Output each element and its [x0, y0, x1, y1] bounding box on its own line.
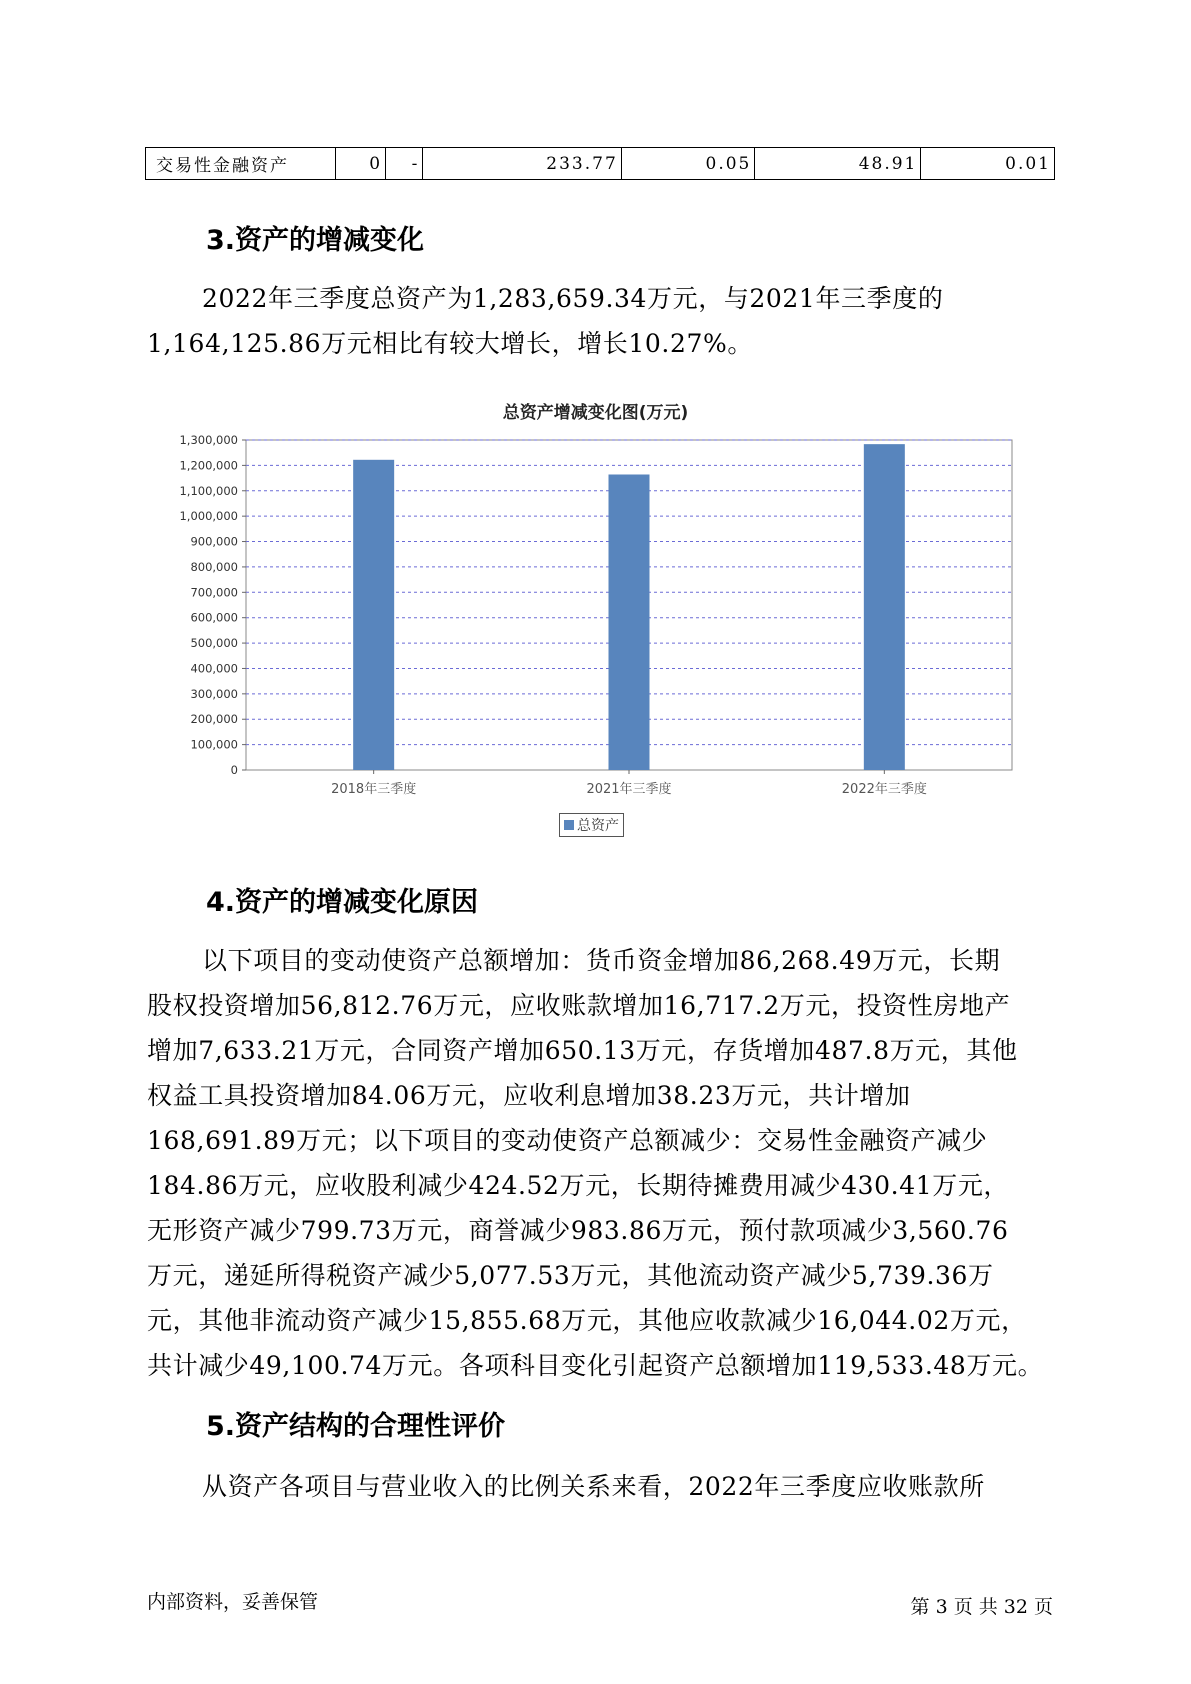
- bar: [353, 460, 394, 770]
- paragraph-line: 元，其他非流动资产减少15,855.68万元，其他应收款减少16,044.02万元，: [147, 1306, 1027, 1335]
- x-tick-label: 2022年三季度: [841, 782, 927, 797]
- paragraph-line: 增加7,633.21万元，合同资产增加650.13万元，存货增加487.8万元，其他: [147, 1036, 1018, 1065]
- y-tick-label: 0: [230, 763, 238, 777]
- chart-legend: [559, 813, 624, 837]
- footer-confidential-note: 内部资料，妥善保管: [147, 1591, 319, 1613]
- paragraph-line: 以下项目的变动使资产总额增加：货币资金增加86,268.49万元，长期: [202, 946, 1001, 975]
- y-tick-label: 600,000: [190, 610, 238, 625]
- y-tick-label: 100,000: [190, 737, 238, 752]
- paragraph-line: 184.86万元，应收股利减少424.52万元，长期待摊费用减少430.41万元，: [147, 1171, 1010, 1200]
- cell: 0.05: [621, 148, 755, 180]
- y-tick-label: 800,000: [190, 559, 238, 574]
- chart-title: 总资产增减变化图(万元): [502, 403, 689, 423]
- section-4-paragraph: [147, 938, 1059, 1388]
- paragraph-line: 股权投资增加56,812.76万元，应收账款增加16,717.2万元，投资性房地产: [147, 991, 1011, 1020]
- paragraph-line: 共计减少49,100.74万元。各项科目变化引起资产总额增加119,533.48万元。: [147, 1351, 1044, 1380]
- section-4-heading: 4.资产的增减变化原因: [206, 887, 479, 918]
- y-tick-label: 1,100,000: [179, 483, 238, 498]
- y-tick-label: 300,000: [190, 686, 238, 701]
- y-tick-label: 400,000: [190, 661, 238, 676]
- row-label: 交易性金融资产: [146, 148, 336, 180]
- x-tick-label: 2018年三季度: [331, 782, 417, 797]
- bar: [609, 474, 650, 770]
- section-5-heading: 5.资产结构的合理性评价: [206, 1411, 506, 1442]
- paragraph-line: 168,691.89万元；以下项目的变动使资产总额减少：交易性金融资产减少: [147, 1126, 988, 1155]
- y-tick-label: 1,000,000: [179, 509, 238, 524]
- y-tick-label: 1,200,000: [179, 458, 238, 473]
- y-tick-label: 700,000: [190, 585, 238, 600]
- x-tick-label: 2021年三季度: [586, 782, 672, 797]
- bar: [864, 444, 905, 770]
- legend-swatch: [564, 820, 574, 830]
- paragraph-line: 从资产各项目与营业收入的比例关系来看，2022年三季度应收账款所: [202, 1472, 985, 1501]
- section-5-paragraph: [147, 1464, 1059, 1509]
- cell: -: [386, 148, 423, 180]
- cell: 48.91: [755, 148, 921, 180]
- cell: 0: [336, 148, 386, 180]
- paragraph-line: 权益工具投资增加84.06万元，应收利息增加38.23万元，共计增加: [147, 1081, 911, 1110]
- y-tick-label: 500,000: [190, 636, 238, 651]
- bar-chart: [150, 430, 1020, 810]
- paragraph-line: 万元，递延所得税资产减少5,077.53万元，其他流动资产减少5,739.36万: [147, 1261, 994, 1290]
- legend-label: 总资产: [577, 818, 619, 834]
- y-tick-label: 200,000: [190, 712, 238, 727]
- y-tick-label: 1,300,000: [179, 433, 238, 447]
- cell: 0.01: [921, 148, 1055, 180]
- section-3-heading: 3.资产的增减变化: [206, 225, 425, 256]
- paragraph-line: 无形资产减少799.73万元，商誉减少983.86万元，预付款项减少3,560.76: [147, 1216, 1009, 1245]
- y-tick-label: 900,000: [190, 534, 238, 549]
- paragraph-line: 2022年三季度总资产为1,283,659.34万元，与2021年三季度的: [202, 284, 944, 313]
- paragraph-line: 1,164,125.86万元相比有较大增长，增长10.27%。: [147, 329, 753, 358]
- footer-page-number: 第 3 页 共 32 页: [910, 1596, 1053, 1618]
- table-row: [146, 148, 1055, 180]
- section-3-paragraph: [147, 276, 1059, 366]
- asset-table: [145, 147, 1055, 180]
- cell: 233.77: [423, 148, 621, 180]
